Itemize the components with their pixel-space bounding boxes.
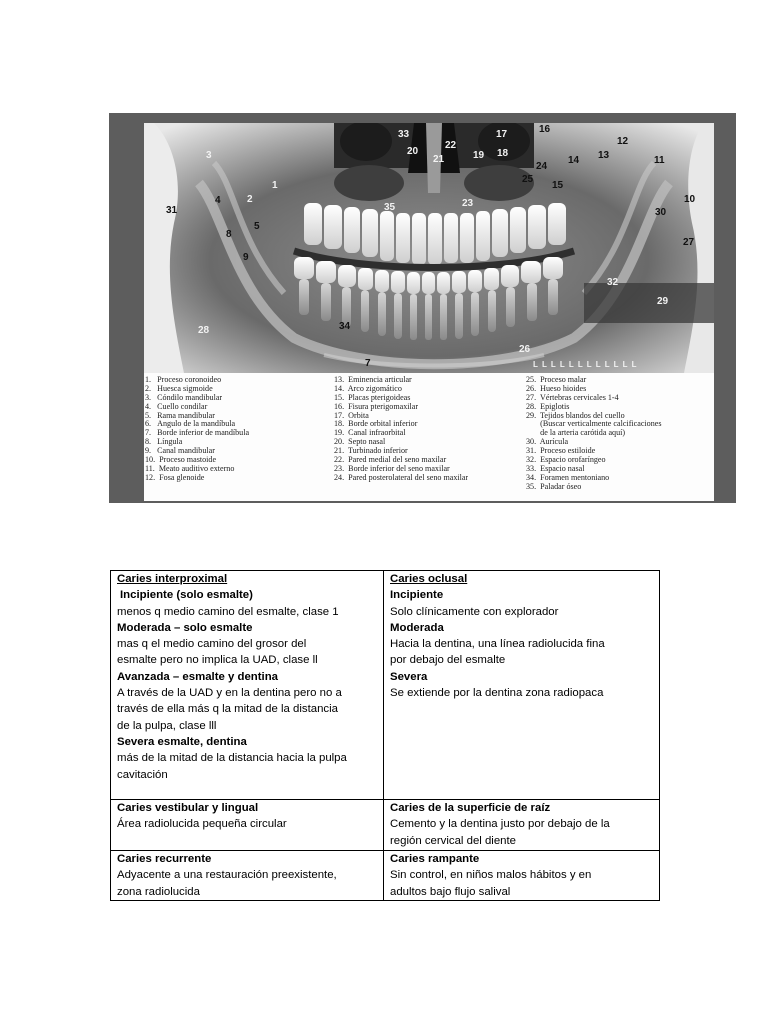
legend-item: 2. Huesca sigmoide bbox=[145, 384, 213, 393]
cell-text: esmalte pero no implica la UAD, clase ll bbox=[117, 654, 318, 667]
legend-item: 3. Cóndilo mandibular bbox=[145, 393, 223, 402]
table-row bbox=[111, 800, 660, 851]
anatomy-label-17: 17 bbox=[496, 129, 508, 140]
cell-text: través de ella más q la mitad de la distancia bbox=[117, 703, 338, 716]
figure-content bbox=[144, 123, 714, 501]
cell-caries-vestibular-lingual bbox=[111, 800, 384, 851]
legend-item: 35. Paladar óseo bbox=[526, 482, 582, 491]
anatomy-label-31: 31 bbox=[166, 205, 178, 216]
anatomy-label-9: 9 bbox=[243, 252, 249, 263]
cell-subheading: Incipiente bbox=[390, 589, 444, 602]
cell-subheading: Incipiente (solo esmalte) bbox=[120, 589, 253, 602]
legend-item: 16. Fisura pterigomaxilar bbox=[334, 402, 419, 411]
cell-text: A través de la UAD y en la dentina pero no a bbox=[117, 687, 342, 700]
caries-classification-table bbox=[110, 570, 660, 901]
cell-subheading: Severa bbox=[390, 670, 428, 683]
cell-heading: Caries de la superficie de raíz bbox=[390, 802, 551, 814]
anatomy-label-34: 34 bbox=[339, 321, 351, 332]
cell-caries-oclusal bbox=[384, 571, 660, 800]
legend-item: 4. Cuello condilar bbox=[145, 402, 208, 411]
cell-text: de la pulpa, clase lll bbox=[117, 719, 217, 732]
cell-subheading: Avanzada – esmalte y dentina bbox=[117, 670, 279, 683]
anatomy-label-23: 23 bbox=[462, 198, 474, 209]
cell-text: Sin control, en niños malos hábitos y en bbox=[390, 869, 592, 882]
cell-text: Solo clínicamente con explorador bbox=[390, 605, 559, 618]
table-row bbox=[111, 571, 660, 800]
cell-text: Cemento y la dentina justo por debajo de la bbox=[390, 818, 610, 831]
legend-item: 7. Borde inferior de mandíbula bbox=[145, 429, 250, 438]
anatomy-label-16: 16 bbox=[539, 124, 551, 135]
cell-text: mas q el medio camino del grosor del bbox=[117, 638, 307, 651]
legend-item: 31. Proceso estiloide bbox=[526, 447, 596, 456]
cell-caries-superficie-raiz bbox=[384, 800, 660, 851]
legend-item: 11. Meato auditivo externo bbox=[145, 464, 235, 473]
cell-text: Hacia la dentina, una línea radiolucida fina bbox=[390, 638, 605, 651]
legend-item: 15. Placas pterigoideas bbox=[334, 393, 411, 402]
anatomy-label-14: 14 bbox=[568, 155, 580, 166]
anatomy-label-30: 30 bbox=[655, 207, 667, 218]
legend-item: 34. Foramen mentoniano bbox=[526, 473, 610, 482]
anatomy-label-11: 11 bbox=[654, 155, 665, 166]
legend-column-2 bbox=[334, 376, 468, 483]
legend-item: 19. Canal infraorbital bbox=[334, 429, 406, 438]
legend-item: 28. Epiglotis bbox=[526, 402, 570, 411]
cell-text: región cervical del diente bbox=[390, 834, 517, 847]
cell-caries-rampante bbox=[384, 851, 660, 901]
anatomy-label-4: 4 bbox=[215, 195, 221, 206]
anatomy-label-32: 32 bbox=[607, 277, 619, 288]
cell-lines bbox=[117, 587, 378, 783]
anatomy-label-25: 25 bbox=[522, 174, 534, 185]
legend-item: de la arteria carótida aquí) bbox=[526, 429, 626, 438]
cell-text: por debajo del esmalte bbox=[390, 654, 506, 667]
cell-lines bbox=[390, 587, 654, 701]
legend-item: 29. Tejidos blandos del cuello bbox=[526, 411, 625, 420]
anatomy-label-26: 26 bbox=[519, 344, 531, 355]
legend-item: 22. Pared medial del seno maxilar bbox=[334, 456, 447, 465]
legend-item: 27. Vértebras cervicales 1-4 bbox=[526, 393, 619, 402]
cell-text: más de la mitad de la distancia hacia la pulpa bbox=[117, 752, 347, 765]
cell-heading: Caries vestibular y lingual bbox=[117, 802, 259, 814]
legend-item: 5. Rama mandibular bbox=[145, 411, 215, 420]
legend-item: 13. Eminencia articular bbox=[334, 376, 412, 384]
cell-text: Se extiende por la dentina zona radiopaca bbox=[390, 687, 604, 700]
anatomy-label-8: 8 bbox=[226, 229, 232, 240]
legend-item: 9. Canal mandibular bbox=[145, 447, 215, 456]
cell-caries-recurrente bbox=[111, 851, 384, 901]
legend-item: 14. Arco zigomático bbox=[334, 384, 402, 393]
anatomy-label-18: 18 bbox=[497, 148, 509, 159]
legend-item: 21. Turbinado inferior bbox=[334, 447, 408, 456]
legend-item: 17. Órbita bbox=[334, 411, 369, 420]
vertebrae-marks: L L L L L L L L L L L L bbox=[533, 360, 638, 369]
anatomy-label-10: 10 bbox=[684, 194, 696, 205]
cell-caries-interproximal bbox=[111, 571, 384, 800]
cell-text: zona radiolucida bbox=[117, 885, 200, 898]
cell-text: menos q medio camino del esmalte, clase 1 bbox=[117, 605, 339, 618]
anatomy-label-28: 28 bbox=[198, 325, 210, 336]
anatomy-label-12: 12 bbox=[617, 136, 629, 147]
anatomy-label-27: 27 bbox=[683, 237, 695, 248]
cell-heading: Caries oclusal bbox=[390, 573, 468, 585]
table-row bbox=[111, 851, 660, 901]
anatomy-label-3: 3 bbox=[206, 150, 212, 161]
anatomy-label-15: 15 bbox=[552, 180, 564, 191]
legend-column-3 bbox=[526, 376, 662, 492]
anatomy-label-20: 20 bbox=[407, 146, 419, 157]
cell-heading: Caries recurrente bbox=[117, 853, 212, 865]
panoramic-xray-figure bbox=[109, 113, 736, 503]
legend-item: 33. Espacio nasal bbox=[526, 464, 585, 473]
legend-item: 25. Proceso malar bbox=[526, 376, 587, 384]
legend-item: 10. Proceso mastoide bbox=[145, 456, 217, 465]
legend-item: 23. Borde inferior del seno maxilar bbox=[334, 464, 450, 473]
anatomy-label-7: 7 bbox=[365, 358, 371, 369]
cell-heading: Caries interproximal bbox=[117, 573, 228, 585]
legend-item: 20. Septo nasal bbox=[334, 438, 386, 447]
legend-item: 1. Proceso coronoideo bbox=[145, 376, 222, 384]
cell-text: cavitación bbox=[117, 768, 168, 781]
legend-item: 30. Aurícula bbox=[526, 438, 569, 447]
anatomy-label-2: 2 bbox=[247, 194, 253, 205]
cell-subheading: Moderada bbox=[390, 621, 444, 634]
legend-item: 24. Pared posterolateral del seno maxilar bbox=[334, 473, 469, 482]
anatomy-label-19: 19 bbox=[473, 150, 485, 161]
anatomy-label-33: 33 bbox=[398, 129, 410, 140]
anatomy-legend bbox=[144, 373, 714, 501]
cell-text: Área radiolucida pequeña circular bbox=[117, 818, 287, 831]
legend-item: 6. Ángulo de la mandíbula bbox=[145, 420, 236, 429]
anatomy-label-24: 24 bbox=[536, 161, 548, 172]
cell-heading: Caries rampante bbox=[390, 853, 480, 865]
legend-item: 18. Borde orbital inferior bbox=[334, 420, 418, 429]
cell-subheading: Severa esmalte, dentina bbox=[117, 735, 247, 748]
cell-subheading: Moderada – solo esmalte bbox=[117, 621, 253, 634]
anatomy-label-5: 5 bbox=[254, 221, 260, 232]
legend-item: 26. Hueso hioides bbox=[526, 384, 587, 393]
legend-item: 12. Fosa glenoide bbox=[145, 473, 205, 482]
anatomy-label-29: 29 bbox=[657, 296, 669, 307]
cell-text: adultos bajo flujo salival bbox=[390, 885, 511, 898]
anatomy-label-21: 21 bbox=[433, 154, 445, 165]
legend-item: 8. Língula bbox=[145, 438, 183, 447]
anatomy-label-22: 22 bbox=[445, 140, 457, 151]
legend-column-1 bbox=[145, 376, 249, 483]
anatomy-label-13: 13 bbox=[598, 150, 610, 161]
radiograph-image bbox=[144, 123, 714, 373]
legend-item: 32. Espacio orofaríngeo bbox=[526, 456, 606, 465]
anatomy-label-1: 1 bbox=[272, 180, 278, 191]
cell-text: Adyacente a una restauración preexistente, bbox=[117, 869, 337, 882]
legend-item: (Buscar verticalmente calcificaciones bbox=[526, 420, 662, 429]
panoramic-radiograph bbox=[144, 123, 714, 373]
anatomy-label-35: 35 bbox=[384, 202, 396, 213]
